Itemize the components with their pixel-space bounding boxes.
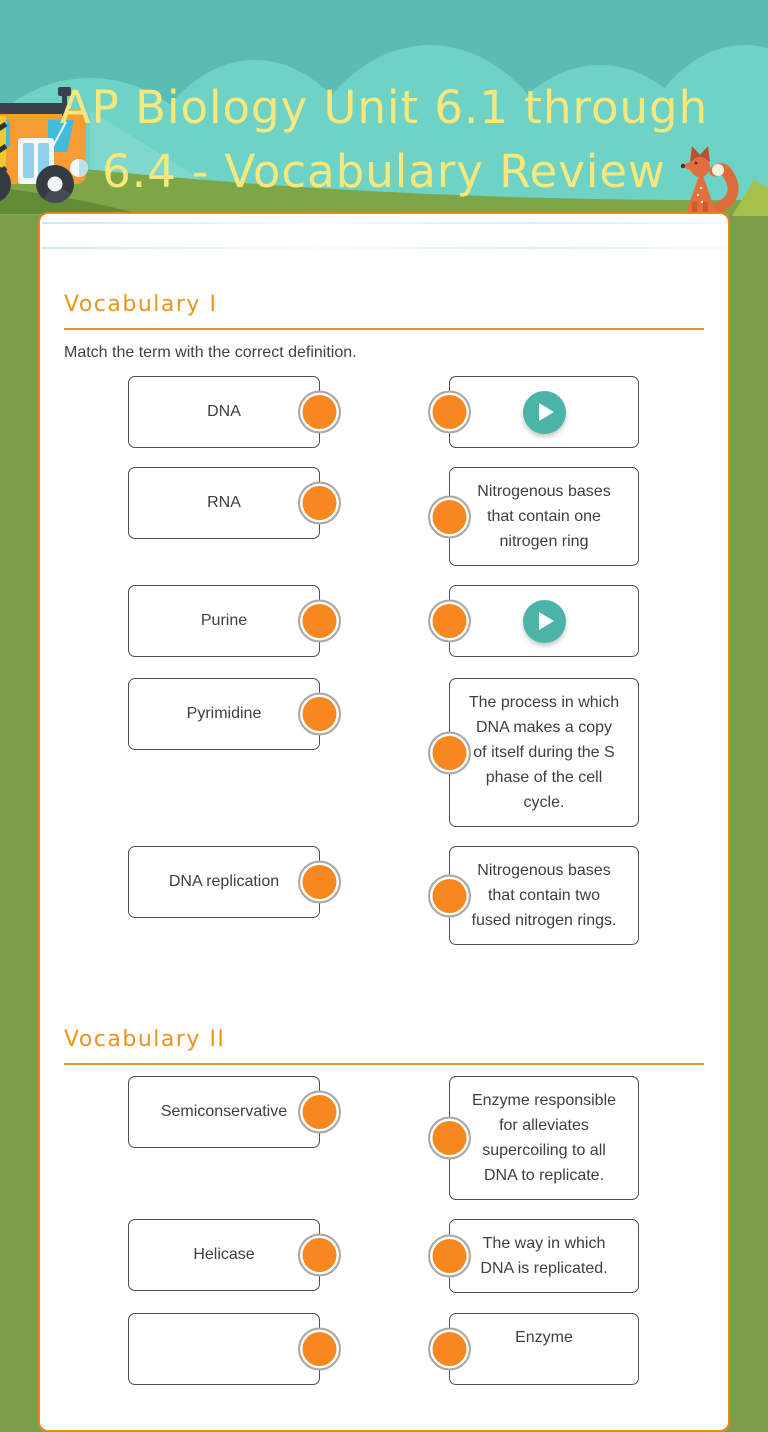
definition-connector-dot[interactable]	[428, 731, 471, 774]
term-connector-dot[interactable]	[298, 1328, 341, 1371]
section-vocabulary-1	[64, 292, 704, 945]
term-label: Purine	[200, 612, 248, 629]
play-icon	[539, 612, 554, 630]
term-label: Pyrimidine	[186, 705, 262, 722]
matching-area	[64, 1076, 704, 1385]
definition-connector-dot[interactable]	[428, 391, 471, 434]
definition-card	[449, 1219, 639, 1293]
term-label: DNA	[207, 403, 241, 420]
term-connector-dot[interactable]	[298, 1234, 341, 1277]
term-connector-dot[interactable]	[298, 1091, 341, 1134]
worksheet-title-line-1: AP Biology Unit 6.1 through	[59, 81, 709, 134]
term-label: Helicase	[193, 1246, 255, 1263]
term-label: RNA	[207, 494, 241, 511]
definition-label: Enzyme	[515, 1329, 573, 1346]
definition-label: The process in which DNA makes a copy of itself during the S phase of the cell cycle.	[468, 694, 620, 811]
definition-connector-dot[interactable]	[428, 874, 471, 917]
heading-divider	[64, 328, 704, 330]
match-row	[128, 1313, 704, 1385]
term-label: DNA replication	[168, 873, 280, 890]
definition-card	[449, 1313, 639, 1385]
term-card	[128, 678, 320, 750]
play-audio-button[interactable]	[523, 600, 566, 643]
match-row	[128, 678, 704, 827]
paper-line	[42, 247, 726, 249]
match-row	[128, 585, 704, 657]
definition-label: Nitrogenous bases that contain one nitrogen ring	[477, 483, 611, 550]
match-row	[128, 1076, 704, 1200]
term-card	[128, 1076, 320, 1148]
term-connector-dot[interactable]	[298, 482, 341, 525]
definition-label: Nitrogenous bases that contain two fused nitrogen rings.	[471, 862, 617, 929]
definition-label: Enzyme responsible for alleviates supercoiling to all DNA to replicate.	[471, 1092, 617, 1184]
header-banner	[0, 0, 768, 216]
play-icon	[539, 403, 554, 421]
definition-connector-dot[interactable]	[428, 1328, 471, 1371]
term-card	[128, 1313, 320, 1385]
instructions-text: Match the term with the correct definition.	[64, 344, 357, 361]
definition-card	[449, 467, 639, 566]
definition-connector-dot[interactable]	[428, 1117, 471, 1160]
definition-connector-dot[interactable]	[428, 495, 471, 538]
definition-card	[449, 376, 639, 448]
play-audio-button[interactable]	[523, 391, 566, 434]
term-card	[128, 846, 320, 918]
section-heading: Vocabulary II	[64, 1027, 226, 1052]
match-row	[128, 846, 704, 945]
worksheet-card	[38, 212, 730, 1432]
definition-card	[449, 678, 639, 827]
definition-card	[449, 846, 639, 945]
term-card	[128, 1219, 320, 1291]
definition-connector-dot[interactable]	[428, 600, 471, 643]
term-label: Semiconservative	[160, 1103, 288, 1120]
term-connector-dot[interactable]	[298, 600, 341, 643]
section-vocabulary-2	[64, 1027, 704, 1385]
definition-card	[449, 585, 639, 657]
match-row	[128, 376, 704, 448]
definition-card	[449, 1076, 639, 1200]
heading-divider	[64, 1063, 704, 1065]
term-card	[128, 585, 320, 657]
term-connector-dot[interactable]	[298, 693, 341, 736]
section-heading: Vocabulary I	[64, 292, 218, 317]
term-card	[128, 376, 320, 448]
term-connector-dot[interactable]	[298, 391, 341, 434]
worksheet-title-line-2: 6.4 - Vocabulary Review	[102, 145, 666, 198]
header-scene-art	[0, 0, 768, 216]
match-row	[128, 467, 704, 566]
definition-connector-dot[interactable]	[428, 1235, 471, 1278]
term-connector-dot[interactable]	[298, 861, 341, 904]
definition-label: The way in which DNA is replicated.	[480, 1235, 608, 1277]
term-card	[128, 467, 320, 539]
match-row	[128, 1219, 704, 1293]
paper-line	[42, 222, 726, 224]
matching-area	[64, 376, 704, 945]
